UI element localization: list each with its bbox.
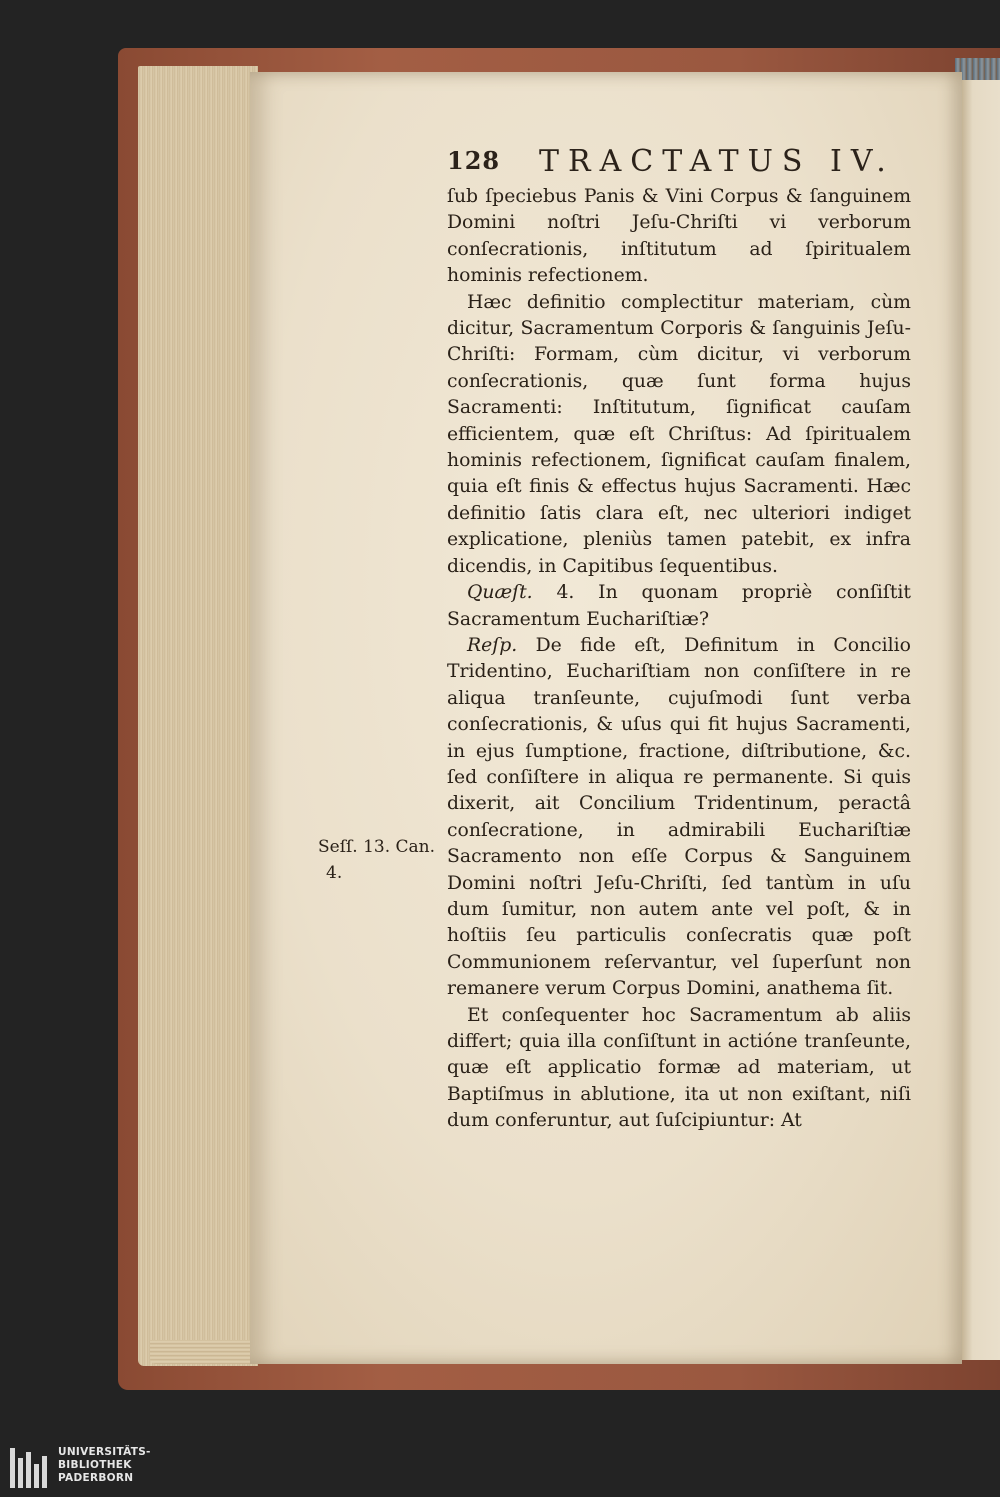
page-edges bbox=[138, 66, 258, 1366]
logo-text: UNIVERSITÄTS- BIBLIOTHEK PADERBORN bbox=[58, 1446, 151, 1484]
margin-note-line-1: Seſſ. 13. Can. bbox=[318, 837, 436, 857]
library-logo bbox=[8, 1446, 208, 1490]
question-text: 4. In quonam propriè conſiſtit Sacramentum Euchariſtiæ? bbox=[447, 582, 911, 630]
paragraph-definition: Hæc definitio complectitur materiam, cùm dicitur, Sacramentum Corporis & ſanguinis Jeſu-Chriſti: Formam, cùm dicitur, vi verborum conſecrationis, quæ ſunt forma hujus Sacramenti: Inſtitutum, ſignificat cauſam efficientem, quæ eſt Chriſtus: Ad ſpiritualem hominis refectionem, ſignificat cauſam finalem, quia eſt finis & effectus hujus Sacramenti. Hæc definitio ſatis clara eſt, nec ulteriori indiget explicatione, pleniùs tamen patebit, ex infra dicendis, in Capitibus ſequentibus. bbox=[447, 291, 911, 577]
question-paragraph bbox=[447, 580, 911, 633]
page-number: 128 bbox=[447, 146, 501, 175]
response-text: De fide eſt, Definitum in Concilio Tridentino, Euchariſtiam non conſiſtere in re aliqua tranſeunte, cujuſmodi ſunt verba conſecrationis, & uſus qui fit hujus Sacramenti, in ejus ſumptione, fractione, diſtributione, &c. ſed conſiſtere in aliqua re permanente. Si quis dixerit, ait Concilium Tridentinum, peractâ conſecratione, in admirabili Euchariſtiæ Sacramento non eſſe Corpus & Sanguinem Domini noſtri Jeſu-Chriſti, ſed tantùm in uſu dum ſumitur, non autem ante vel poſt, & in hoſtiis ſeu particulis conſecratis quæ poſt Communionem reſervantur, vel ſuperſunt non remanere verum Corpus Domini, anathema ſit. bbox=[447, 634, 911, 1000]
logo-mark-icon bbox=[8, 1446, 52, 1490]
response-label: Reſp. bbox=[467, 634, 518, 656]
facing-page-edge bbox=[958, 80, 1000, 1360]
question-label: Quæſt. bbox=[467, 582, 533, 604]
margin-note-line-2: 4. bbox=[326, 863, 343, 883]
margin-note bbox=[318, 834, 448, 886]
closing-paragraph: Et conſequenter hoc Sacramentum ab aliis differt; quia illa conſiſtunt in actióne tranſeunte, quæ eſt applicatio formæ ad materiam, ut Baptiſmus in ablutione, ita ut non exiſtant, niſi dum conferuntur, aut ſuſcipiuntur: At bbox=[447, 1004, 911, 1132]
running-title: TRACTATUS IV. bbox=[539, 144, 895, 179]
text-block bbox=[447, 184, 911, 1135]
paragraph-continuation: ſub ſpeciebus Panis & Vini Corpus & ſanguinem Domini noſtri Jeſu-Chriſti vi verborum conſecrationis, inſtitutum ad ſpiritualem hominis refectionem. bbox=[447, 186, 911, 287]
response-paragraph bbox=[447, 633, 911, 1003]
running-head bbox=[447, 146, 917, 180]
